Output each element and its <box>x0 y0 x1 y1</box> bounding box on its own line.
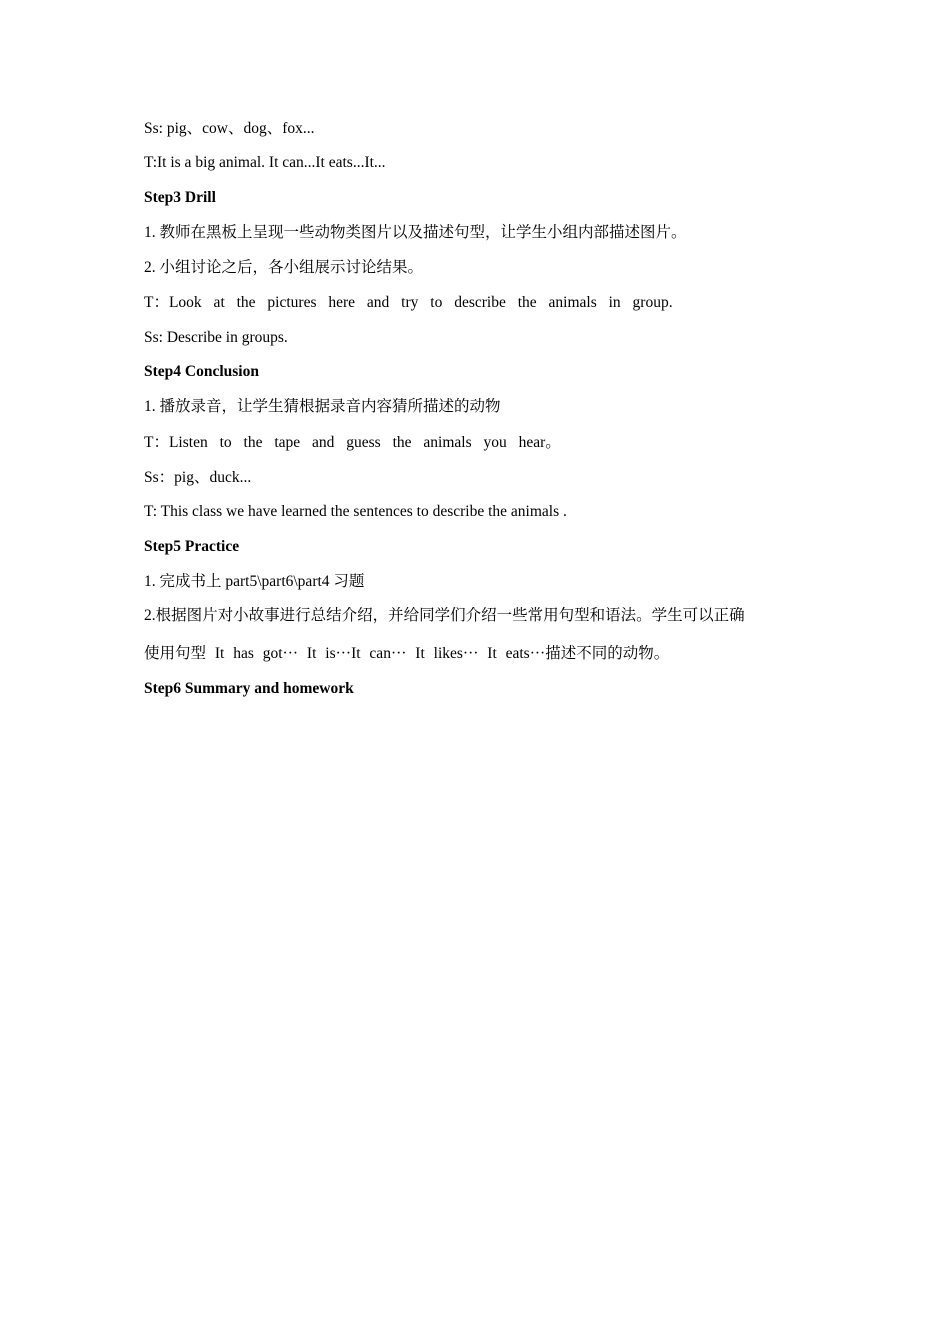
practice-item-2-continued: 使用句型 It has got··· It is···It can··· It likes··· It eats···描述不同的动物。 <box>144 645 670 662</box>
student-answer-animals: Ss: pig、cow、dog、fox... <box>144 120 315 137</box>
practice-item-2: 2.根据图片对小故事进行总结介绍，并给同学们介绍一些常用句型和语法。学生可以正确 <box>144 607 745 624</box>
teacher-instruction-listen: T：Listen to the tape and guess the animals you hear。 <box>144 434 561 451</box>
drill-item-1: 1. 教师在黑板上呈现一些动物类图片以及描述句型，让学生小组内部描述图片。 <box>144 224 687 241</box>
student-answer-pig-duck: Ss：pig、duck... <box>144 469 252 486</box>
heading-step5-practice: Step5 Practice <box>144 538 240 555</box>
student-describe-groups: Ss: Describe in groups. <box>144 329 288 346</box>
teacher-prompt-big-animal: T:It is a big animal. It can...It eats...It... <box>144 154 386 171</box>
practice-item-1: 1. 完成书上 part5\part6\part4 习题 <box>144 573 365 590</box>
teacher-summary-sentence: T: This class we have learned the sentences to describe the animals . <box>144 503 567 520</box>
drill-item-2: 2. 小组讨论之后，各小组展示讨论结果。 <box>144 259 424 276</box>
conclusion-item-1: 1. 播放录音，让学生猜根据录音内容猜所描述的动物 <box>144 398 501 415</box>
teacher-instruction-describe: T：Look at the pictures here and try to describe the animals in group. <box>144 294 673 311</box>
heading-step6-summary-homework: Step6 Summary and homework <box>144 680 354 697</box>
heading-step3-drill: Step3 Drill <box>144 189 216 206</box>
heading-step4-conclusion: Step4 Conclusion <box>144 363 259 380</box>
